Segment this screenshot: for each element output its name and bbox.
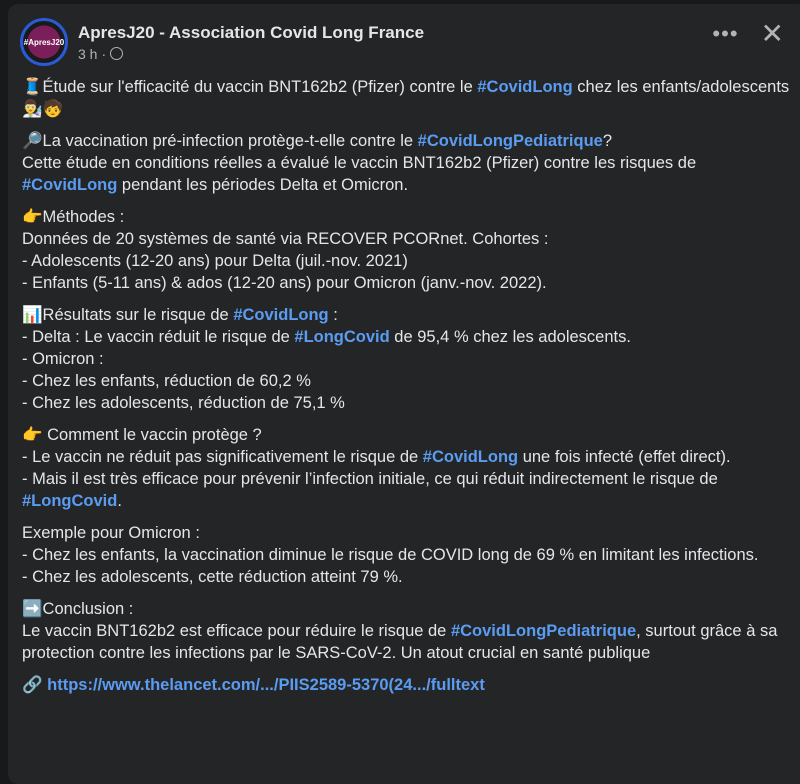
post-text: ? Cette étude en conditions réelles a évalué le vaccin BNT162b2 (Pfizer) contre les risques de (22, 132, 697, 172)
post-text: 📊Résultats sur le risque de (22, 306, 234, 324)
hashtag-link[interactable]: #CovidLong (233, 306, 329, 324)
more-options-icon[interactable]: ••• (712, 21, 739, 46)
post-text: ➡️Conclusion : Le vaccin BNT162b2 est efficace pour réduire le risque de (22, 600, 447, 640)
post-text: . (117, 492, 122, 510)
page-name-link[interactable]: ApresJ20 - Association Covid Long France (78, 22, 425, 42)
post-paragraph (22, 76, 792, 120)
post-body (22, 76, 792, 696)
post-paragraph (22, 304, 792, 414)
post-text: , surtout grâce à sa protection contre les infections par le SARS-CoV-2. Un atout crucial en santé publique (22, 622, 782, 662)
post-paragraph (22, 424, 792, 512)
post-text: : - Delta : Le vaccin réduit le risque de (22, 306, 338, 346)
post-text: 🔎La vaccination pré-infection protège-t-elle contre le (22, 132, 418, 150)
link-row (22, 674, 792, 696)
post-text: 👉 Comment le vaccin protège ? - Le vaccin ne réduit pas significativement le risque de (22, 426, 419, 466)
post-paragraph (22, 598, 792, 664)
separator: · (101, 45, 107, 62)
hashtag-link[interactable]: #CovidLong (477, 78, 573, 96)
post-text: pendant les périodes Delta et Omicron. (117, 176, 409, 194)
hashtag-link[interactable]: #CovidLongPediatrique (450, 622, 637, 640)
avatar-logo-text: #ApresJ20 (23, 37, 65, 47)
post-text: 🧵Étude sur l'efficacité du vaccin BNT162b2 (Pfizer) contre le (22, 78, 478, 96)
post-text: Exemple pour Omicron : - Chez les enfants, la vaccination diminue le risque de COVID long de 69 % en limitant les infections. - Chez les adolescents, cette réduction atteint 79 %. (22, 524, 759, 586)
globe-icon (110, 47, 123, 60)
hashtag-link[interactable]: #CovidLongPediatrique (417, 132, 603, 150)
post-card (8, 4, 800, 784)
close-icon[interactable]: ✕ (760, 18, 784, 49)
hashtag-link[interactable]: #CovidLong (22, 176, 118, 194)
post-paragraph (22, 522, 792, 588)
page-avatar[interactable] (20, 18, 68, 66)
post-text: chez les enfants/adolescents 👨‍🔬🧒 (22, 78, 794, 118)
hashtag-link[interactable]: #CovidLong (422, 448, 519, 466)
post-timestamp[interactable]: 3 h (78, 45, 98, 62)
post-paragraph (22, 130, 792, 196)
hashtag-link[interactable]: #LongCovid (22, 492, 118, 510)
post-paragraph (22, 206, 792, 294)
post-text: 👉Méthodes : Données de 20 systèmes de santé via RECOVER PCORnet. Cohortes : - Adolescents (12-20 ans) pour Delta (juil.-nov. 2021) - Enfants (5-11 ans) & ados (12-20 ans) pour Omicron (janv.-nov. 2022). (22, 208, 549, 292)
hashtag-link[interactable]: #LongCovid (294, 328, 390, 346)
post-text: une fois infecté (effet direct). - Mais il est très efficace pour prévenir l’infection initiale, ce qui réduit indirectement le risque de (22, 448, 731, 488)
link-icon: 🔗 (22, 676, 43, 694)
post-header (20, 18, 424, 66)
post-text: de 95,4 % chez les adolescents. - Omicron : - Chez les enfants, réduction de 60,2 % - Chez les adolescents, réduction de 75,1 % (22, 328, 631, 412)
article-link[interactable]: https://www.thelancet.com/.../PIIS2589-5370(24.../fulltext (47, 676, 485, 694)
